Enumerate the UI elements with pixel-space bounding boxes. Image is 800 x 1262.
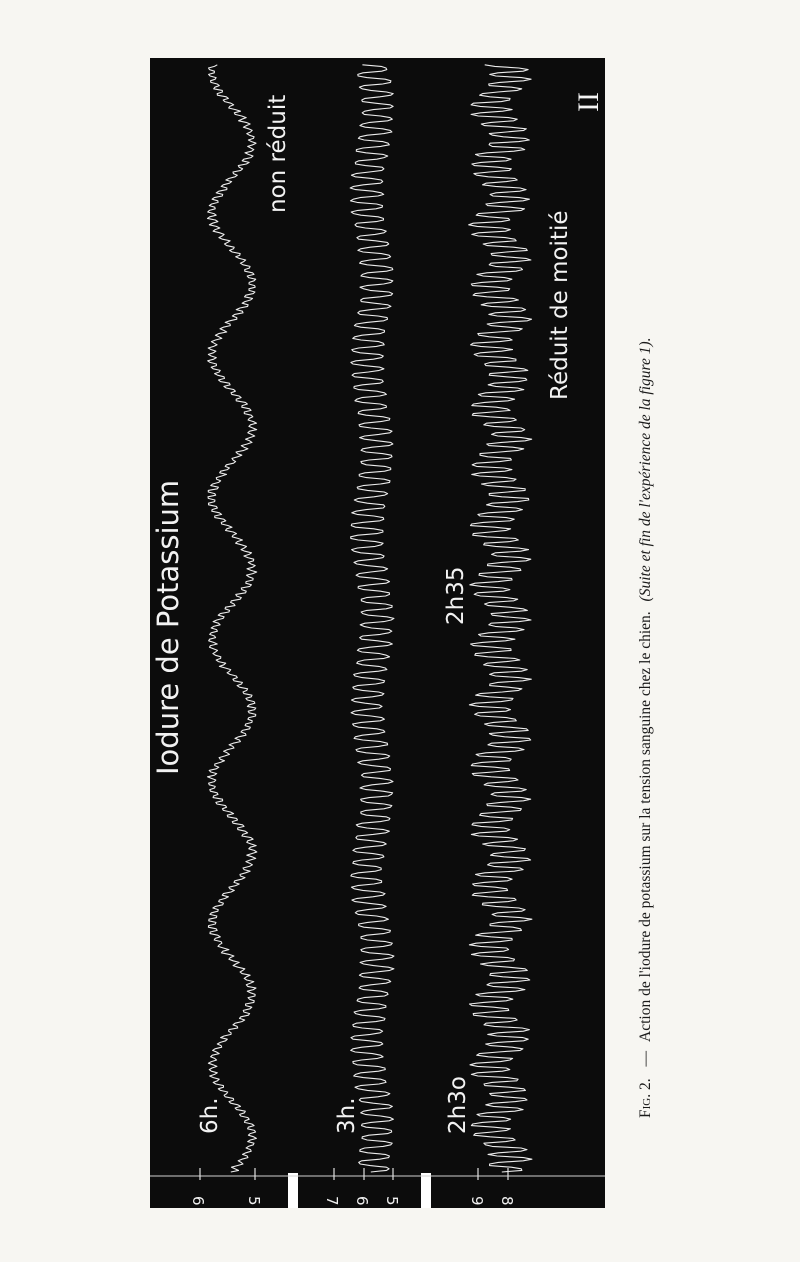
scale-separator-top [288,1173,298,1208]
caption-text: Action de l'iodure de potassium sur la tension sanguine chez le chien. [637,611,654,1042]
scale-top-5: 5 [245,1196,263,1206]
scale-top-6: 6 [189,1196,207,1206]
caption-note: (Suite et fin de l'expérience de la figure 1). [637,337,654,602]
caption-prefix: Fig. 2. [637,1078,654,1118]
plate-number: II [572,92,605,112]
figure-title: Iodure de Potassium [151,479,185,775]
time-mark-3h: 3h. [334,1097,360,1134]
label-reduit-de-moitie: Réduit de moitié [547,210,573,400]
scale-bottom-9: 9 [468,1196,486,1206]
caption-dash: — [637,1051,654,1067]
plate-background [150,58,605,1208]
scale-middle-5: 5 [383,1196,401,1206]
label-non-reduit: non réduit [265,94,291,213]
time-mark-6h: 6h. [197,1097,223,1134]
time-mark-2h30: 2h3o [445,1076,471,1134]
time-mark-2h35: 2h35 [443,566,469,625]
figure-caption [637,337,654,1118]
scale-separator-bottom [421,1173,431,1208]
scale-middle-6: 6 [353,1196,371,1206]
scale-bottom-8: 8 [498,1196,516,1206]
scale-middle-7: 7 [323,1196,341,1206]
